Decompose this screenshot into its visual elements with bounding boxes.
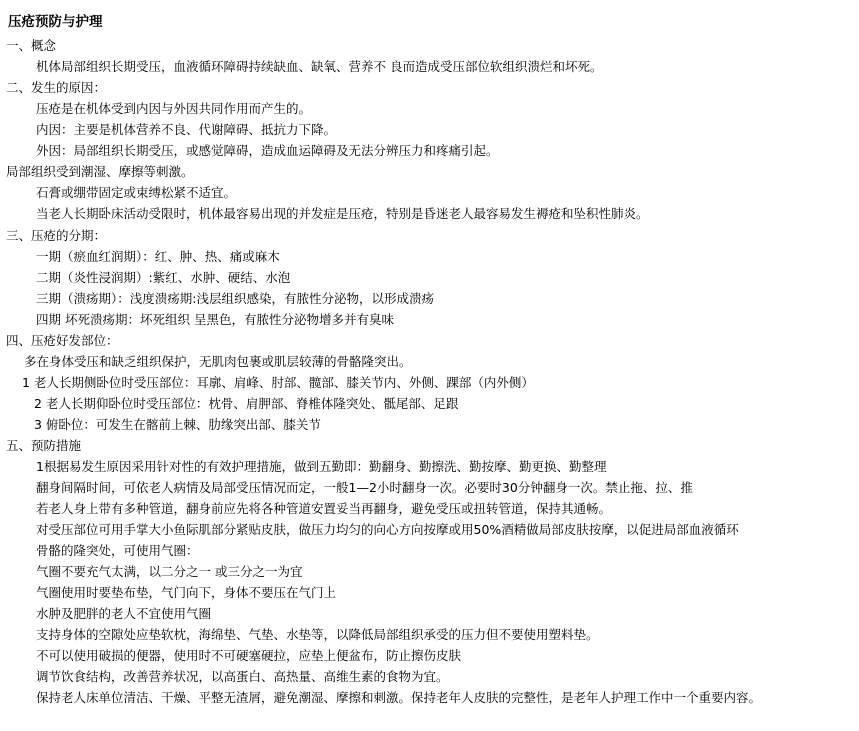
paragraph-line: 调节饮食结构，改善营养状况，以高蛋白、高热量、高维生素的食物为宜。 bbox=[36, 669, 449, 684]
list-item: 三期（溃疡期）：浅度溃疡期:浅层组织感染，有脓性分泌物，以形成溃疡 bbox=[36, 291, 434, 306]
list-item: 2 老人长期仰卧位时受压部位：枕骨、肩胛部、脊椎体隆突处、骶尾部、足跟 bbox=[34, 396, 459, 411]
paragraph-line: 若老人身上带有多种管道，翻身前应先将各种管道安置妥当再翻身，避免受压或扭转管道，保持其通畅。 bbox=[36, 501, 612, 516]
paragraph-line: 内因：主要是机体营养不良、代谢障碍、抵抗力下降。 bbox=[36, 122, 337, 137]
list-item: 1 老人长期侧卧位时受压部位：耳廓、肩峰、肘部、髋部、膝关节内、外侧、踝部（内外侧） bbox=[22, 375, 534, 390]
paragraph-line: 1根据易发生原因采用针对性的有效护理措施，做到五勤即：勤翻身、勤擦洗、勤按摩、勤更换、勤整理 bbox=[36, 459, 607, 474]
paragraph-line: 外因：局部组织长期受压，或感觉障碍，造成血运障碍及无法分辨压力和疼痛引起。 bbox=[36, 143, 499, 158]
paragraph-line: 局部组织受到潮湿、摩擦等刺激。 bbox=[6, 164, 194, 179]
section-heading-causes: 二、发生的原因： bbox=[6, 80, 107, 95]
paragraph-line: 水肿及肥胖的老人不宜使用气圈 bbox=[36, 606, 212, 621]
paragraph-line: 当老人长期卧床活动受限时，机体最容易出现的并发症是压疮，特别是昏迷老人最容易发生褥疮和坠积性肺炎。 bbox=[36, 206, 649, 221]
section-heading-prevention: 五、预防措施 bbox=[6, 438, 82, 453]
paragraph-line: 气圈使用时要垫布垫，气门向下，身体不要压在气门上 bbox=[36, 585, 337, 600]
list-item: 二期（炎性浸润期）:紫红、水肿、硬结、水泡 bbox=[36, 270, 291, 285]
paragraph-line: 多在身体受压和缺乏组织保护，无肌肉包裹或肌层较薄的骨骼隆突出。 bbox=[24, 354, 412, 369]
section-heading-concept: 一、概念 bbox=[6, 38, 57, 53]
section-heading-sites: 四、压疮好发部位： bbox=[6, 333, 119, 348]
paragraph-line: 骨骼的隆突处，可使用气圈： bbox=[36, 543, 199, 558]
paragraph-line: 石膏或绷带固定或束缚松紧不适宜。 bbox=[36, 185, 237, 200]
paragraph-line: 不可以使用破损的便器，使用时不可硬塞硬拉，应垫上便盆布，防止擦伤皮肤 bbox=[36, 648, 462, 663]
document-title: 压疮预防与护理 bbox=[8, 14, 103, 30]
paragraph-line: 对受压部位可用手掌大小鱼际肌部分紧贴皮肤，做压力均匀的向心方向按摩或用50%酒精做局部皮肤按摩，以促进局部血液循环 bbox=[36, 522, 739, 537]
list-item: 3 俯卧位：可发生在髂前上棘、肋缘突出部、膝关节 bbox=[34, 417, 321, 432]
paragraph-line: 保持老人床单位清洁、干燥、平整无渣屑，避免潮湿、摩擦和刺激。保持老年人皮肤的完整性，是老年人护理工作中一个重要内容。 bbox=[36, 690, 762, 705]
paragraph-line: 气圈不要充气太满，以二分之一 或三分之一为宜 bbox=[36, 564, 303, 579]
list-item: 一期（瘀血红润期）：红、肿、热、痛或麻木 bbox=[36, 249, 280, 264]
paragraph-line: 压疮是在机体受到内因与外因共同作用而产生的。 bbox=[36, 101, 312, 116]
paragraph-line: 支持身体的空隙处应垫软枕，海绵垫、气垫、水垫等，以降低局部组织承受的压力但不要使用塑料垫。 bbox=[36, 627, 599, 642]
paragraph-line: 翻身间隔时间，可依老人病情及局部受压情况而定，一般1—2小时翻身一次。必要时30分钟翻身一次。禁止拖、拉、推 bbox=[36, 480, 693, 495]
paragraph-line: 机体局部组织长期受压，血液循环障碍持续缺血、缺氧、营养不 良而造成受压部位软组织溃烂和坏死。 bbox=[36, 59, 603, 74]
section-heading-stages: 三、压疮的分期： bbox=[6, 228, 107, 243]
list-item: 四期 坏死溃疡期：坏死组织 呈黑色，有脓性分泌物增多并有臭味 bbox=[36, 312, 394, 327]
